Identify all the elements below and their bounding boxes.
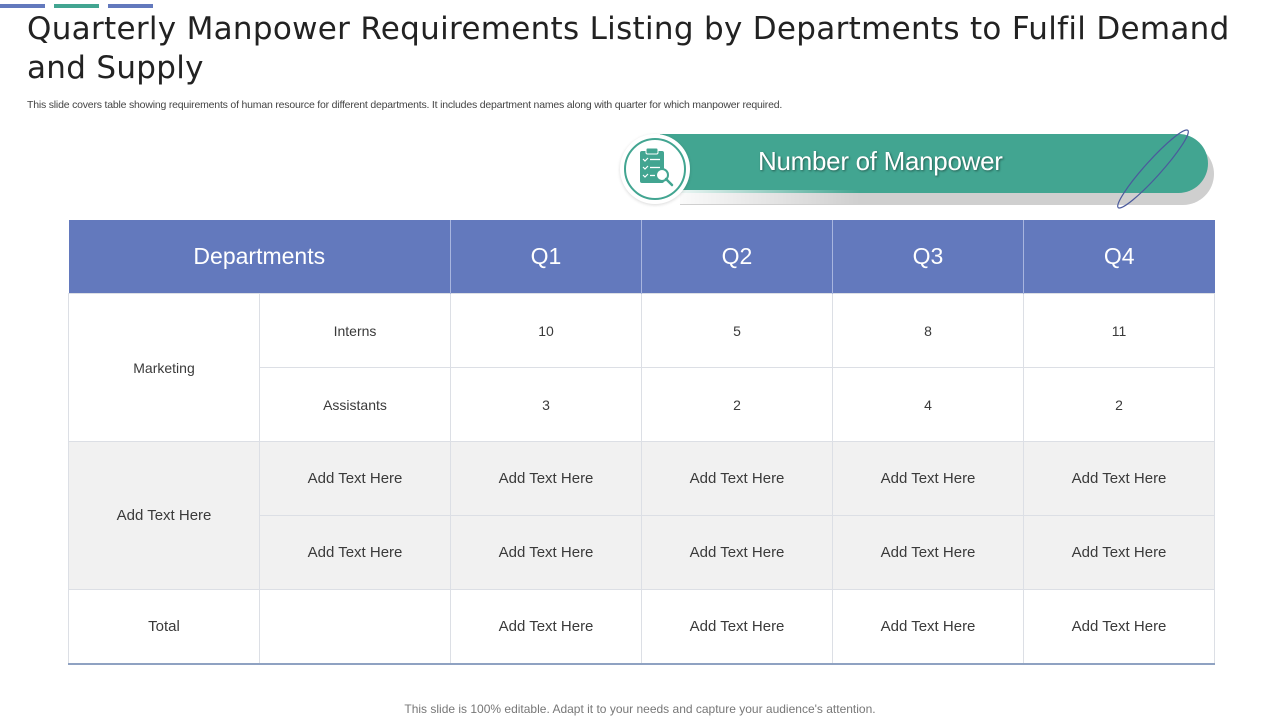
table-row [69, 294, 1215, 368]
orbit-ellipse-decoration [1100, 118, 1210, 218]
role-cell: Assistants [260, 368, 451, 442]
q2-cell: 5 [642, 294, 833, 368]
q1-cell: Add Text Here [451, 516, 642, 590]
q4-cell: 2 [1024, 368, 1215, 442]
total-row [69, 590, 1215, 665]
header-departments: Departments [69, 220, 451, 294]
banner-fade [660, 190, 860, 204]
q2-cell: Add Text Here [642, 516, 833, 590]
accent-bar-1 [0, 4, 45, 8]
q2-cell: Add Text Here [642, 442, 833, 516]
q4-cell: Add Text Here [1024, 442, 1215, 516]
q1-cell: 10 [451, 294, 642, 368]
header-q1: Q1 [451, 220, 642, 294]
total-q1-cell: Add Text Here [451, 590, 642, 665]
total-q4-cell: Add Text Here [1024, 590, 1215, 665]
total-q3-cell: Add Text Here [833, 590, 1024, 665]
table-row [69, 442, 1215, 516]
banner-label: Number of Manpower [758, 146, 1003, 176]
accent-bar-2 [54, 4, 99, 8]
footer-note: This slide is 100% editable. Adapt it to your needs and capture your audience's attention. [404, 702, 876, 716]
manpower-table [68, 220, 1215, 665]
role-cell: Interns [260, 294, 451, 368]
total-role-cell [260, 590, 451, 665]
q3-cell: Add Text Here [833, 442, 1024, 516]
q2-cell: 2 [642, 368, 833, 442]
q1-cell: 3 [451, 368, 642, 442]
q1-cell: Add Text Here [451, 442, 642, 516]
page-subtitle: This slide covers table showing requirements of human resource for different departments. It includes department names along with quarter for which manpower required. [27, 99, 783, 111]
header-q3: Q3 [833, 220, 1024, 294]
banner-icon-badge [620, 134, 690, 204]
q3-cell: 4 [833, 368, 1024, 442]
page-title: Quarterly Manpower Requirements Listing by Departments to Fulfil Demand and Supply [27, 11, 1230, 86]
total-q2-cell: Add Text Here [642, 590, 833, 665]
role-cell: Add Text Here [260, 442, 451, 516]
table-header-row [69, 220, 1215, 294]
accent-bar-3 [108, 4, 153, 8]
header-q4: Q4 [1024, 220, 1215, 294]
department-cell: Marketing [69, 294, 260, 442]
clipboard-search-icon [634, 146, 678, 190]
total-label: Total [69, 590, 260, 665]
role-cell: Add Text Here [260, 516, 451, 590]
department-cell: Add Text Here [69, 442, 260, 590]
q4-cell: 11 [1024, 294, 1215, 368]
header-q2: Q2 [642, 220, 833, 294]
q4-cell: Add Text Here [1024, 516, 1215, 590]
q3-cell: 8 [833, 294, 1024, 368]
q3-cell: Add Text Here [833, 516, 1024, 590]
